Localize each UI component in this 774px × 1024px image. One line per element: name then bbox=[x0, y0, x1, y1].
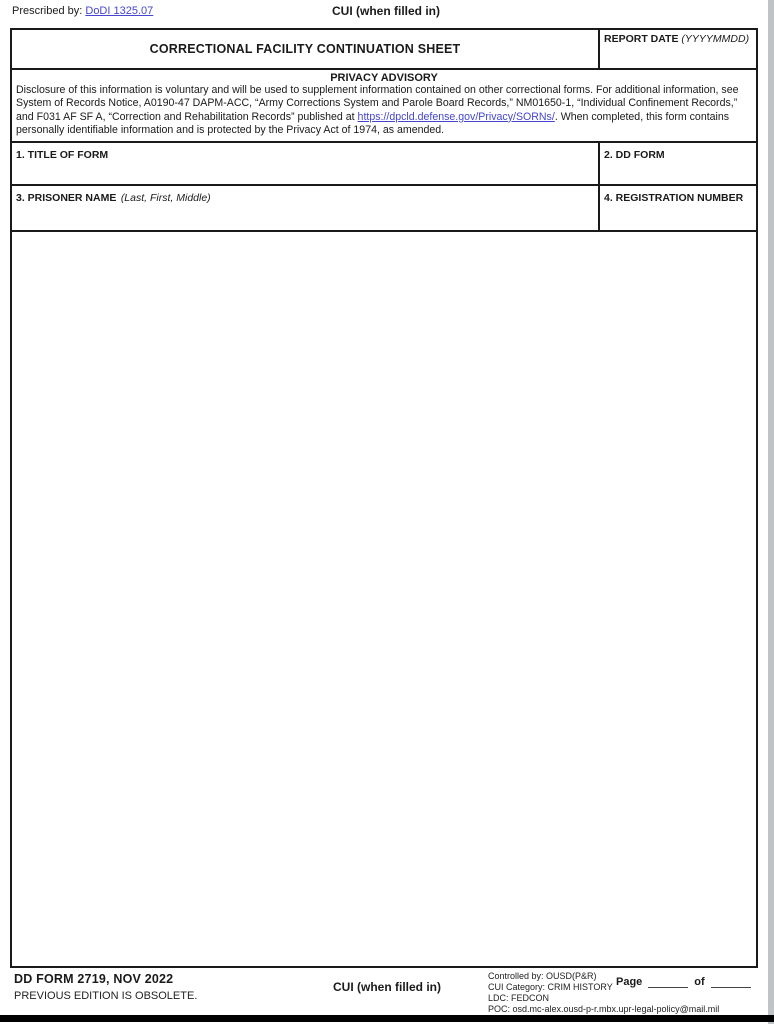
edition-note: PREVIOUS EDITION IS OBSOLETE. bbox=[14, 990, 198, 1002]
registration-number-field[interactable] bbox=[598, 186, 756, 230]
privacy-advisory-section bbox=[12, 68, 756, 141]
sorns-link[interactable]: https://dpcld.defense.gov/Privacy/SORNs/ bbox=[357, 110, 555, 123]
page-number-blank[interactable] bbox=[648, 974, 688, 988]
title-of-form-label: 1. TITLE OF FORM bbox=[16, 149, 109, 161]
form-box bbox=[10, 28, 758, 968]
dd-form-label: 2. DD FORM bbox=[604, 149, 665, 161]
top-strip bbox=[12, 4, 760, 22]
registration-number-label: 4. REGISTRATION NUMBER bbox=[604, 192, 744, 204]
form-number: DD FORM 2719, NOV 2022 bbox=[14, 972, 174, 986]
dodi-1325-07-link[interactable]: DoDI 1325.07 bbox=[85, 5, 154, 17]
privacy-advisory-heading: PRIVACY ADVISORY bbox=[330, 72, 438, 84]
cui-banner-bottom: CUI (when filled in) bbox=[333, 980, 441, 994]
poc-line: POC: osd.mc-alex.ousd-p-r.mbx.upr-legal-policy@mail.mil bbox=[488, 1004, 720, 1014]
prisoner-name-field[interactable] bbox=[12, 186, 598, 230]
dd-form-field[interactable] bbox=[598, 143, 756, 184]
privacy-advisory-text bbox=[16, 84, 752, 138]
cui-category-line: CUI Category: CRIM HISTORY bbox=[488, 982, 613, 992]
of-label: of bbox=[694, 976, 705, 988]
page-of-block bbox=[616, 974, 758, 988]
prescribed-by-label: Prescribed by: bbox=[12, 5, 83, 17]
ldc-line: LDC: FEDCON bbox=[488, 993, 550, 1003]
bottom-scan-bar bbox=[0, 1015, 774, 1022]
total-pages-blank[interactable] bbox=[711, 974, 751, 988]
privacy-text-before-link: Disclosure of this information is voluntary and will be used to supplement information contained on other correctional forms. For additional information, see System of Records Notice, A0190-47 DAPM-ACC, “Army Corrections System and Parole Board Records,” NM01650-1, “Individual Confinement Records,” and F031 AF SF A, “Correction and Rehabilitation Records” published at bbox=[16, 84, 739, 123]
report-date-label: REPORT DATE bbox=[604, 33, 679, 45]
fields-row-3-4 bbox=[12, 184, 756, 230]
page-edge-shadow bbox=[768, 0, 774, 1024]
title-of-form-field[interactable] bbox=[12, 143, 598, 184]
fields-row-1-2 bbox=[12, 141, 756, 184]
continuation-entry-area[interactable] bbox=[12, 230, 756, 966]
form-title: CORRECTIONAL FACILITY CONTINUATION SHEET bbox=[149, 42, 461, 56]
prisoner-name-label: 3. PRISONER NAME bbox=[16, 192, 117, 204]
controlled-by-line: Controlled by: OUSD(P&R) bbox=[488, 971, 597, 981]
report-date-format-hint: (YYYYMMDD) bbox=[681, 33, 750, 45]
report-date-field[interactable] bbox=[598, 30, 756, 68]
privacy-text-after-link: . When completed, this form contains personally identifiable information and is protected by the Privacy Act of 1974, as amended. bbox=[16, 110, 730, 137]
title-row bbox=[12, 30, 756, 68]
prisoner-name-hint: (Last, First, Middle) bbox=[120, 192, 211, 204]
cui-banner-top: CUI (when filled in) bbox=[332, 4, 440, 18]
page-label: Page bbox=[616, 976, 643, 988]
